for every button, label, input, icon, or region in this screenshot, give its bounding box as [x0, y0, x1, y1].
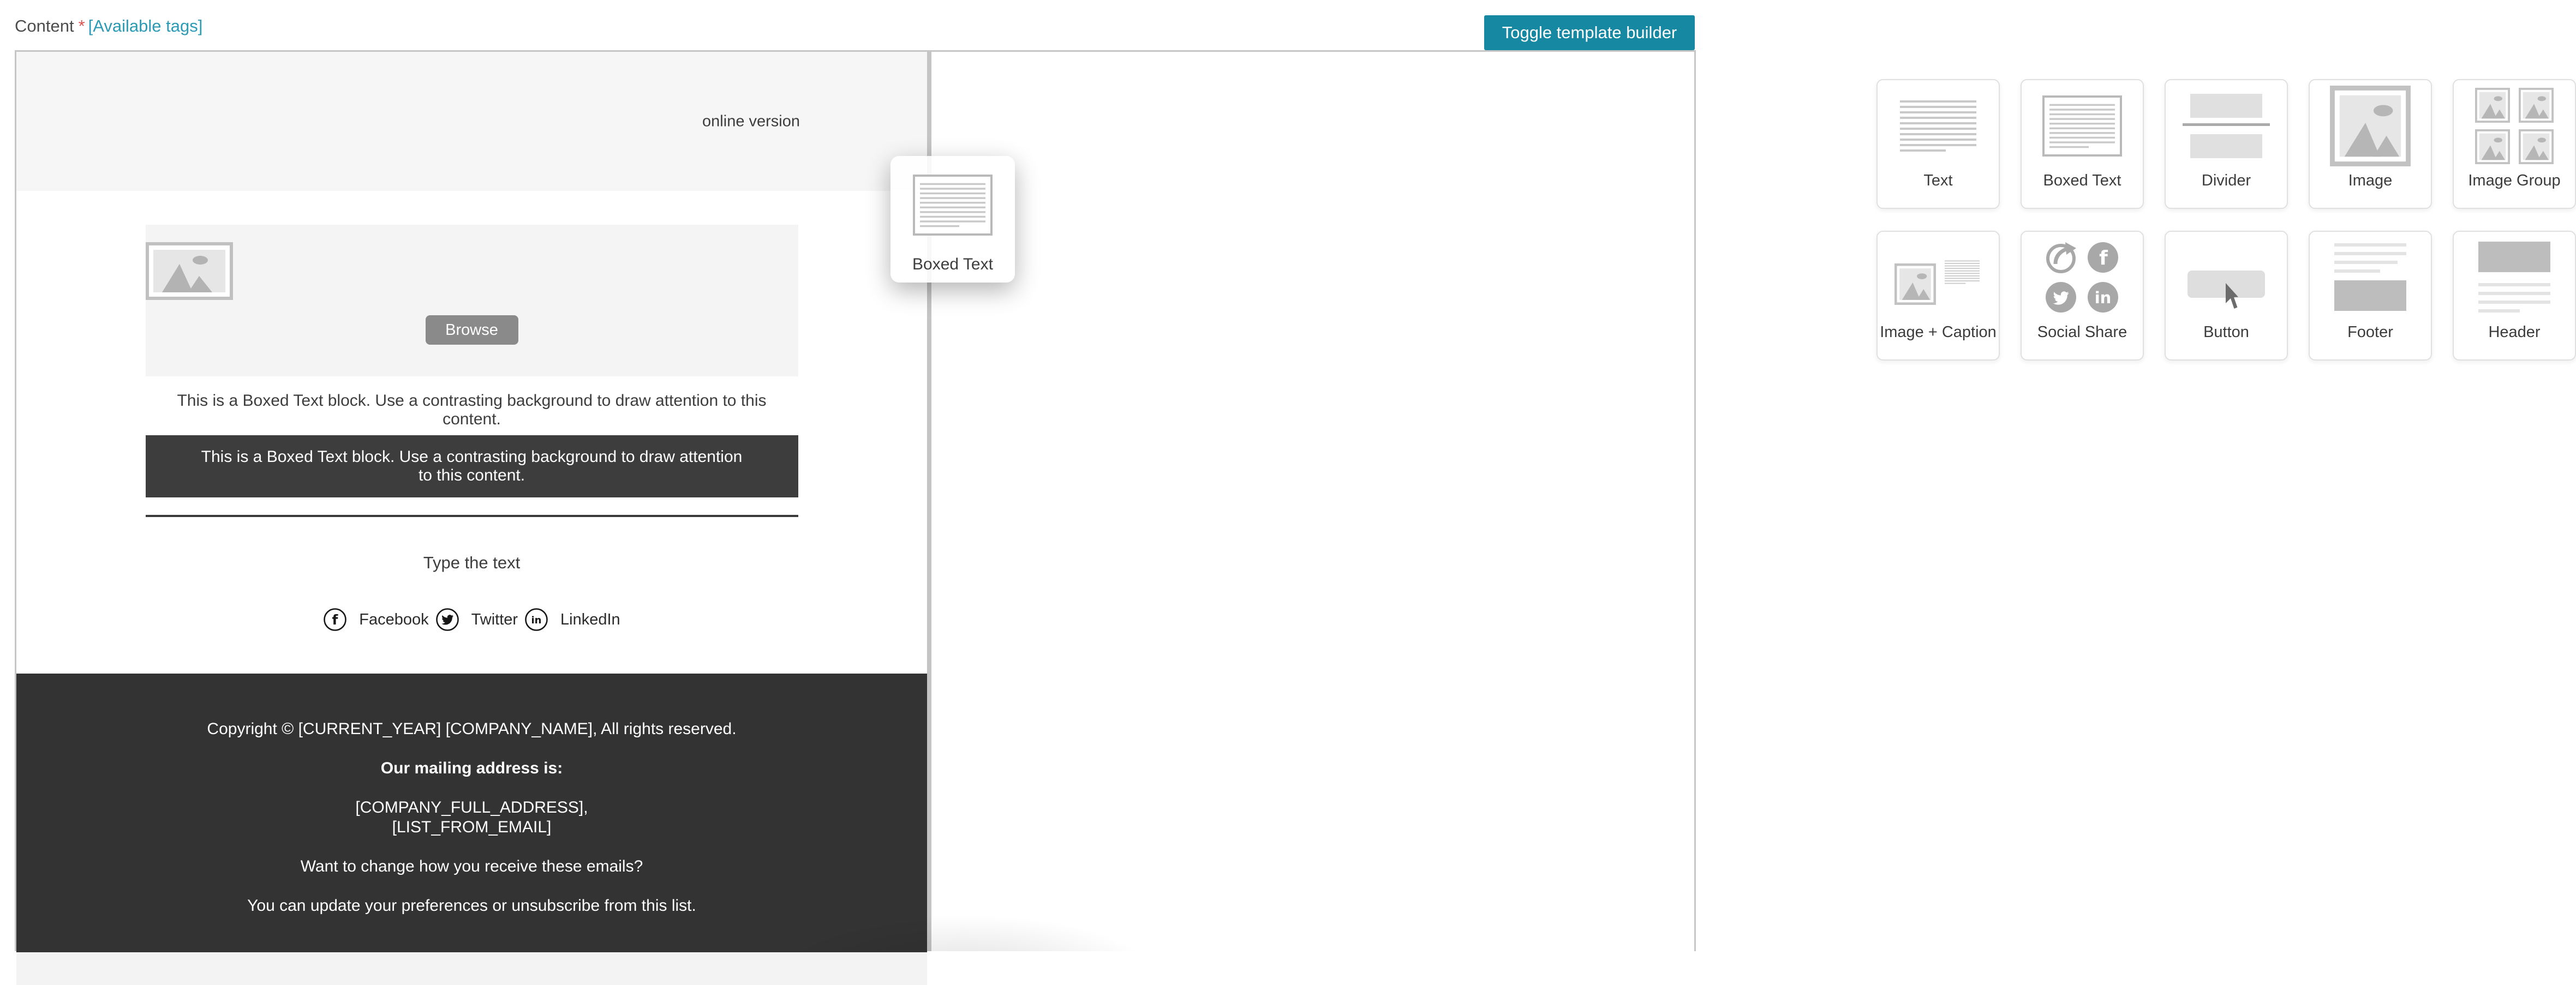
divider-rule [146, 515, 798, 517]
social-link-label: Twitter [471, 610, 518, 628]
available-tags-link[interactable]: [Available tags] [88, 16, 203, 35]
block-card-text[interactable] [1876, 79, 2000, 209]
block-card-image-caption[interactable] [1876, 231, 2000, 361]
browse-button[interactable]: Browse [426, 315, 518, 345]
block-label: Image + Caption [1880, 323, 1997, 341]
footer-copyright: Copyright © [CURRENT_YEAR] [COMPANY_NAME], All rights reserved. [207, 720, 737, 738]
svg-text:in: in [531, 615, 542, 626]
content-frame [15, 50, 2561, 951]
below-footer-strip [16, 952, 927, 985]
email-preheader [16, 52, 927, 191]
text-icon [1900, 99, 1976, 153]
image-caption-icon [1894, 239, 1982, 316]
facebook-icon [323, 608, 347, 632]
svg-text:f: f [332, 612, 338, 628]
drag-ghost-label: Boxed Text [912, 255, 993, 273]
boxed-text-icon [2042, 95, 2122, 157]
email-footer [16, 674, 927, 952]
footer-address [16, 798, 927, 837]
block-card-image-group[interactable] [2453, 79, 2576, 209]
social-link-label: LinkedIn [560, 610, 620, 628]
block-label: Footer [2347, 323, 2393, 341]
footer-address-line2: [LIST_FROM_EMAIL] [392, 818, 552, 836]
block-label: Image [2348, 172, 2393, 189]
block-label: Image Group [2468, 172, 2561, 189]
required-asterisk: * [78, 16, 85, 35]
footer-update-line: You can update your preferences or unsubscribe from this list. [247, 897, 696, 915]
email-body-area [16, 191, 927, 674]
email-preview-panel [16, 52, 927, 951]
online-version-link[interactable]: online version [702, 112, 800, 130]
block-label: Divider [2201, 172, 2251, 189]
drag-ghost-boxed-text[interactable] [890, 156, 1015, 283]
image-upload-block[interactable] [146, 225, 798, 376]
image-icon [2330, 86, 2411, 166]
type-the-text: Type the text [423, 553, 521, 572]
content-field-label-row [15, 16, 202, 36]
linkedin-icon [524, 608, 548, 632]
cursor-icon [2225, 282, 2239, 311]
blocks-grid [1876, 79, 2576, 361]
boxed-text-paragraph: This is a Boxed Text block. Use a contrasting background to draw attention to this content. [177, 392, 767, 428]
image-group-icon [2475, 88, 2554, 164]
toggle-template-builder-button[interactable]: Toggle template builder [1484, 15, 1695, 50]
block-card-header[interactable] [2453, 231, 2576, 361]
boxed-text-icon [913, 175, 993, 236]
social-link-label: Facebook [359, 610, 429, 628]
image-placeholder-icon [146, 242, 233, 300]
block-card-social-share[interactable] [2021, 231, 2144, 361]
social-link-twitter[interactable] [435, 608, 518, 632]
social-share-icon [2046, 242, 2119, 313]
footer-address-line1: [COMPANY_FULL_ADDRESS], [355, 798, 588, 816]
header-icon [2476, 242, 2553, 314]
blocks-panel [931, 52, 2561, 951]
social-link-facebook[interactable] [323, 608, 428, 632]
block-card-image[interactable] [2309, 79, 2432, 209]
block-card-boxed-text[interactable] [2021, 79, 2144, 209]
svg-text:f: f [2099, 247, 2108, 269]
social-links-row [146, 608, 798, 632]
block-label: Text [1923, 172, 1953, 189]
boxed-text-dark-block: This is a Boxed Text block. Use a contrasting background to draw attention to this content. [146, 435, 798, 497]
block-card-divider[interactable] [2165, 79, 2288, 209]
footer-change-line: Want to change how you receive these emails? [300, 857, 643, 875]
block-label: Social Share [2037, 323, 2127, 341]
block-label: Boxed Text [2043, 172, 2121, 189]
block-card-footer[interactable] [2309, 231, 2432, 361]
footer-icon [2332, 243, 2408, 312]
divider-icon [2183, 89, 2270, 163]
social-link-linkedin[interactable] [524, 608, 620, 632]
block-label: Button [2203, 323, 2249, 341]
block-label: Header [2488, 323, 2541, 341]
svg-text:in: in [2094, 289, 2112, 307]
block-card-button[interactable] [2165, 231, 2288, 361]
field-label: Content [15, 16, 74, 35]
twitter-icon [435, 608, 459, 632]
footer-mailing-heading: Our mailing address is: [380, 759, 563, 777]
